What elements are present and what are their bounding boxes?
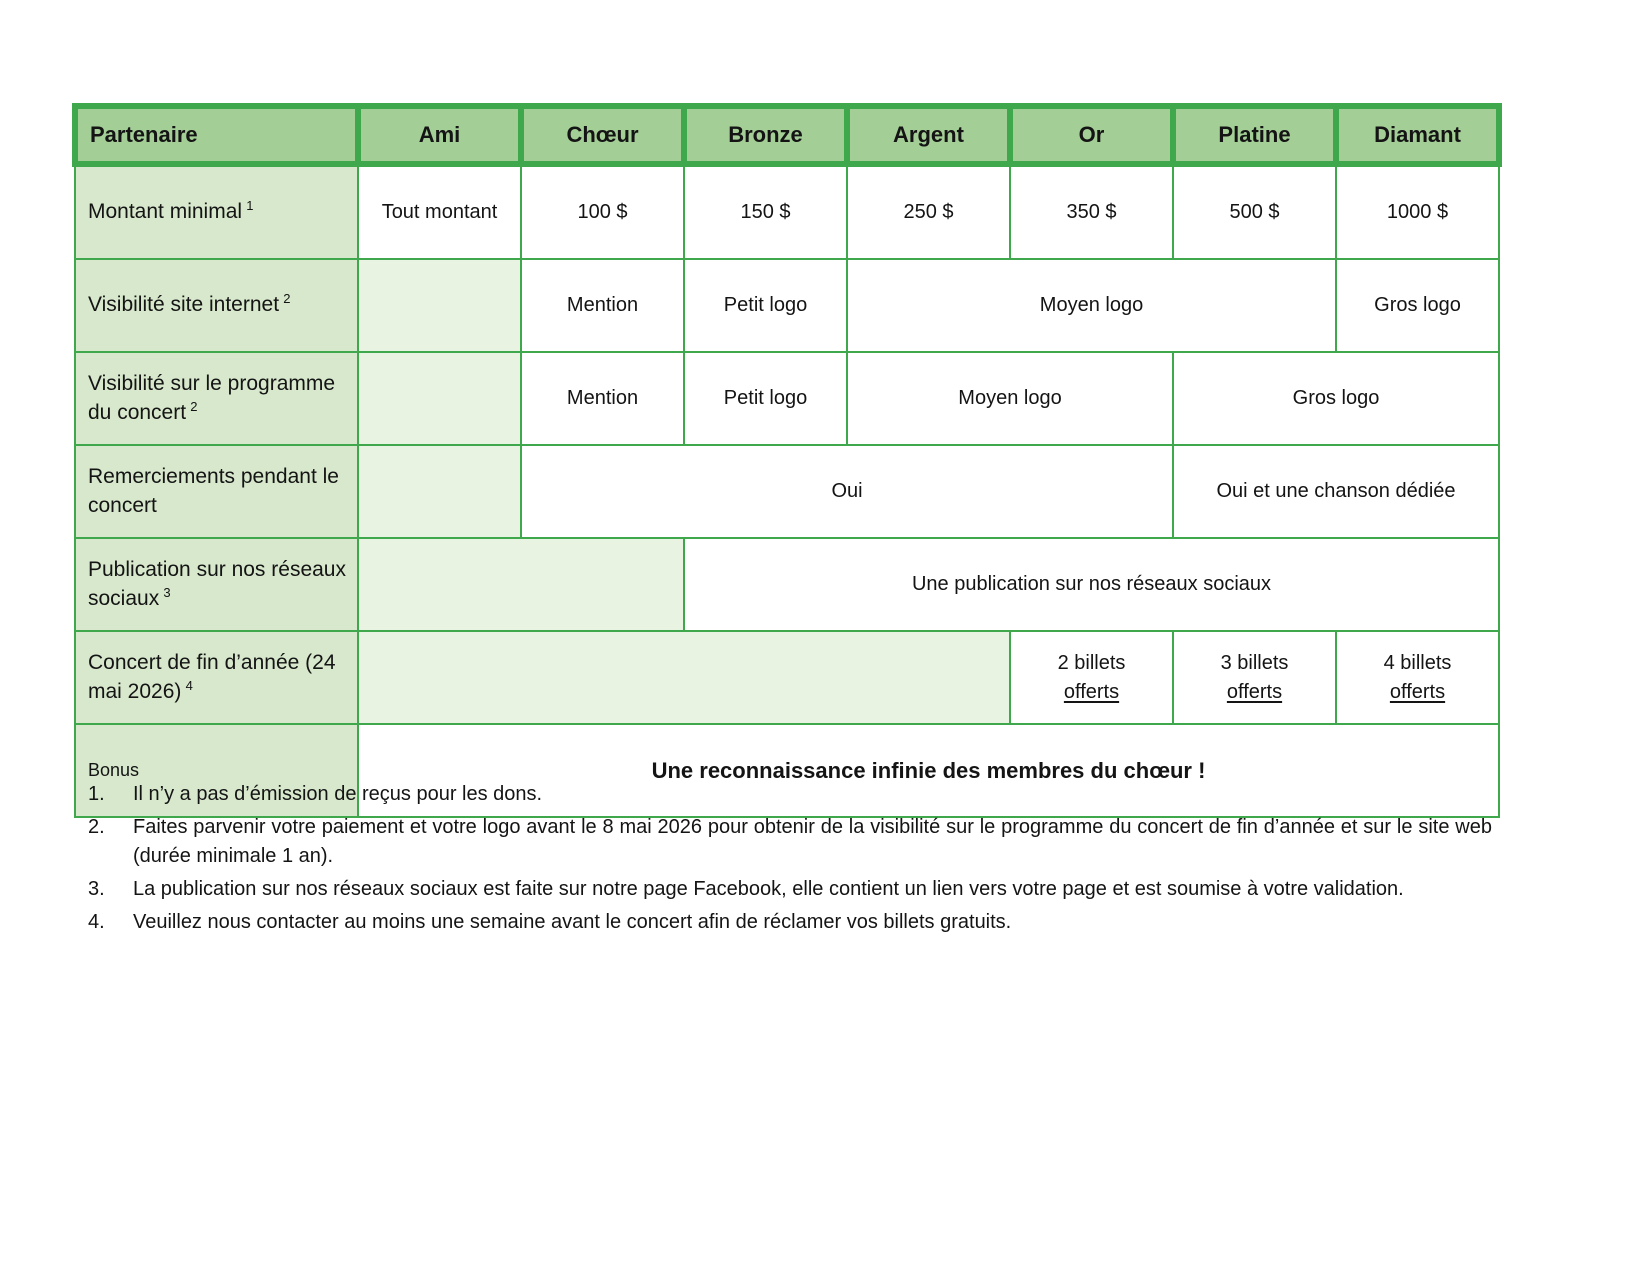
- footnote-2: [88, 813, 1492, 871]
- cell-programme-argent-or: Moyen logo: [847, 352, 1173, 445]
- cell-website-choeur: Mention: [521, 259, 684, 352]
- cell-programme-choeur: Mention: [521, 352, 684, 445]
- cell-minimum-argent: 250 $: [847, 164, 1010, 259]
- footnote-3: [88, 875, 1492, 904]
- cell-minimum-diamant: 1000 $: [1336, 164, 1499, 259]
- cell-concert-platine: 3 billets offerts: [1173, 631, 1336, 724]
- header-diamant: Diamant: [1336, 106, 1499, 164]
- cell-minimum-bronze: 150 $: [684, 164, 847, 259]
- offerts-underline: offerts: [1389, 680, 1446, 703]
- header-choeur: Chœur: [521, 106, 684, 164]
- label-concert: Concert de fin d’année (24 mai 2026) $^4$: [75, 631, 358, 724]
- row-concert: [75, 631, 1499, 724]
- cell-concert-or: 2 billets offerts: [1010, 631, 1173, 724]
- cell-publication-ami-choeur-empty: [358, 538, 684, 631]
- cell-concert-diamant: 4 billets offerts: [1336, 631, 1499, 724]
- cell-website-diamant: Gros logo: [1336, 259, 1499, 352]
- footnote-ref-4: 4: [185, 677, 193, 693]
- row-montant-minimal: [75, 164, 1499, 259]
- cell-minimum-or: 350 $: [1010, 164, 1173, 259]
- cell-programme-platine-diamant: Gros logo: [1173, 352, 1499, 445]
- footnote-text: Il n’y a pas d’émission de reçus pour les dons.: [133, 783, 543, 805]
- footnote-ref-3: 3: [163, 584, 171, 600]
- header-or: Or: [1010, 106, 1173, 164]
- header-platine: Platine: [1173, 106, 1336, 164]
- label-bonus: Bonus: [75, 724, 358, 817]
- cell-website-bronze: Petit logo: [684, 259, 847, 352]
- row-visibilite-site: [75, 259, 1499, 352]
- partner-tiers-table: [72, 103, 1502, 818]
- footnotes-list: [88, 780, 1492, 941]
- cell-website-argent-or-platine: Moyen logo: [847, 259, 1336, 352]
- footnote-text: Veuillez nous contacter au moins une semaine avant le concert afin de réclamer vos billets gratuits.: [133, 911, 1012, 933]
- offerts-underline: offerts: [1063, 680, 1120, 703]
- footnote-number: 1.: [88, 783, 105, 805]
- header-argent: Argent: [847, 106, 1010, 164]
- header-bronze: Bronze: [684, 106, 847, 164]
- header-ami: Ami: [358, 106, 521, 164]
- footnote-ref-1: 1: [246, 198, 254, 214]
- cell-programme-ami-empty: [358, 352, 521, 445]
- table-header-row: [75, 106, 1499, 164]
- label-publication: Publication sur nos réseaux sociaux $^3$: [75, 538, 358, 631]
- label-montant-minimal: Montant minimal $^1$: [75, 164, 358, 259]
- cell-minimum-choeur: 100 $: [521, 164, 684, 259]
- header-partenaire: Partenaire: [75, 106, 358, 164]
- row-remerciements: [75, 445, 1499, 538]
- footnote-number: 3.: [88, 878, 105, 900]
- cell-publication-bronze-a-diamant: Une publication sur nos réseaux sociaux: [684, 538, 1499, 631]
- row-visibilite-programme: [75, 352, 1499, 445]
- cell-website-ami-empty: [358, 259, 521, 352]
- cell-programme-bronze: Petit logo: [684, 352, 847, 445]
- cell-bonus-text: Une reconnaissance infinie des membres du chœur !: [358, 724, 1499, 817]
- cell-minimum-ami: Tout montant: [358, 164, 521, 259]
- footnote-number: 2.: [88, 816, 105, 838]
- label-remerciements: Remerciements pendant le concert: [75, 445, 358, 538]
- row-publication: [75, 538, 1499, 631]
- footnote-ref-2b: 2: [190, 398, 198, 414]
- offerts-underline: offerts: [1226, 680, 1283, 703]
- footnote-1: [88, 780, 1492, 809]
- cell-concert-ami-a-argent-empty: [358, 631, 1010, 724]
- footnote-text: La publication sur nos réseaux sociaux est faite sur notre page Facebook, elle contient un lien vers votre page et est soumise à votre validation.: [133, 878, 1404, 900]
- cell-minimum-platine: 500 $: [1173, 164, 1336, 259]
- cell-remerciements-ami-empty: [358, 445, 521, 538]
- cell-remerciements-choeur-a-or: Oui: [521, 445, 1173, 538]
- footnote-ref-2: 2: [283, 291, 291, 307]
- cell-remerciements-platine-diamant: Oui et une chanson dédiée: [1173, 445, 1499, 538]
- label-visibilite-site: Visibilité site internet $^2$: [75, 259, 358, 352]
- footnote-4: [88, 908, 1492, 937]
- footnote-text: Faites parvenir votre paiement et votre logo avant le 8 mai 2026 pour obtenir de la visibilité sur le programme du concert de fin d’année et sur le site web (durée minimale 1 an).: [133, 816, 1492, 867]
- label-visibilite-programme: Visibilité sur le programme du concert $^2$: [75, 352, 358, 445]
- footnote-number: 4.: [88, 911, 105, 933]
